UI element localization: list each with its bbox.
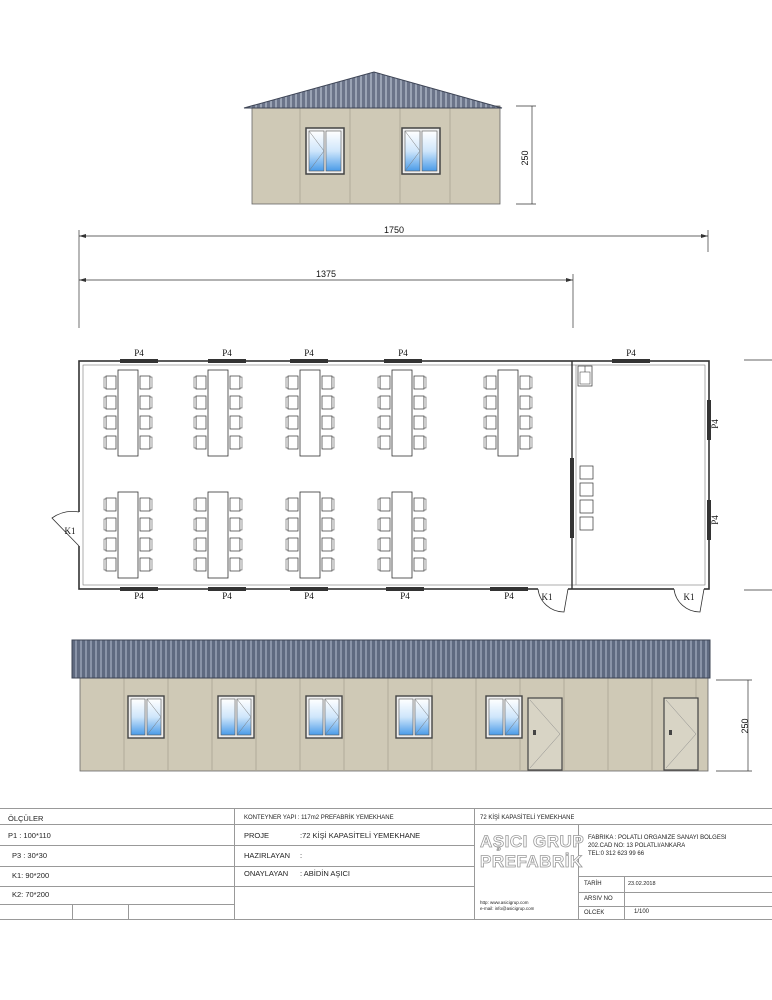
project-value: :72 KİŞİ KAPASİTELİ YEMEKHANE bbox=[300, 831, 421, 840]
measure-k2: K2: 70*200 bbox=[12, 890, 50, 899]
window-label: P4 bbox=[504, 591, 514, 601]
company-logo-line2: PREFABRİK bbox=[480, 852, 583, 871]
chair bbox=[196, 436, 206, 449]
dining-table bbox=[118, 492, 138, 578]
chair bbox=[140, 416, 150, 429]
front-height-dimension bbox=[516, 106, 536, 204]
dining-table bbox=[300, 492, 320, 578]
chair bbox=[414, 558, 424, 571]
partial-dimension-label: 1375 bbox=[315, 269, 337, 279]
chair bbox=[230, 376, 240, 389]
chair bbox=[196, 558, 206, 571]
company-logo-line1: AŞICI GRUP bbox=[480, 832, 585, 851]
chair bbox=[322, 436, 332, 449]
title-block bbox=[0, 808, 772, 920]
chair bbox=[288, 538, 298, 551]
chair bbox=[106, 498, 116, 511]
chair bbox=[230, 396, 240, 409]
chair bbox=[140, 498, 150, 511]
chair bbox=[380, 396, 390, 409]
side-window bbox=[218, 696, 254, 738]
chair bbox=[322, 396, 332, 409]
chair bbox=[322, 518, 332, 531]
chair bbox=[322, 558, 332, 571]
p4-labels-right bbox=[710, 419, 720, 525]
side-window bbox=[486, 696, 522, 738]
front-wall bbox=[252, 106, 500, 204]
chair bbox=[414, 498, 424, 511]
chair bbox=[414, 436, 424, 449]
chair bbox=[196, 498, 206, 511]
dining-table bbox=[300, 370, 320, 456]
overall-dimension-label: 1750 bbox=[383, 225, 405, 235]
measure-p3: P3 : 30*30 bbox=[12, 851, 48, 860]
window-label: P4 bbox=[710, 515, 720, 525]
chair bbox=[196, 376, 206, 389]
factory-address-2: 202.CAD NO: 13 POLATLI/ANKARA bbox=[588, 843, 686, 849]
project-label: PROJE bbox=[244, 831, 270, 840]
door-bottom-right bbox=[674, 589, 704, 612]
chair bbox=[106, 538, 116, 551]
chair bbox=[288, 518, 298, 531]
chair bbox=[486, 436, 496, 449]
chair bbox=[106, 376, 116, 389]
approved-value: : ABİDİN AŞICI bbox=[300, 869, 351, 878]
front-window-2 bbox=[402, 128, 440, 174]
chair bbox=[230, 518, 240, 531]
dining-table bbox=[208, 370, 228, 456]
window-label: P4 bbox=[710, 419, 720, 429]
side-height-label: 250 bbox=[740, 718, 750, 734]
chair bbox=[486, 376, 496, 389]
partial-dimension bbox=[79, 269, 573, 328]
chair bbox=[140, 558, 150, 571]
door-label: K1 bbox=[683, 592, 695, 602]
chair bbox=[322, 376, 332, 389]
dining-table bbox=[392, 492, 412, 578]
window-label: P4 bbox=[222, 348, 232, 358]
chair bbox=[380, 376, 390, 389]
chair bbox=[288, 376, 298, 389]
chair bbox=[380, 436, 390, 449]
chair bbox=[380, 538, 390, 551]
side-window bbox=[128, 696, 164, 738]
p4-labels-top bbox=[134, 348, 636, 358]
chair bbox=[106, 396, 116, 409]
chair bbox=[288, 498, 298, 511]
chair bbox=[106, 416, 116, 429]
chair bbox=[288, 558, 298, 571]
chair bbox=[230, 558, 240, 571]
chair bbox=[140, 376, 150, 389]
measure-k1: K1: 90*200 bbox=[12, 871, 50, 880]
door-left bbox=[52, 511, 79, 546]
chair bbox=[230, 538, 240, 551]
window-label: P4 bbox=[304, 348, 314, 358]
dining-table bbox=[392, 370, 412, 456]
factory-phone: TEL:0 312 623 99 66 bbox=[588, 851, 645, 857]
scale-value: 1/100 bbox=[634, 909, 650, 915]
chair bbox=[414, 396, 424, 409]
window-label: P4 bbox=[222, 591, 232, 601]
door-label: K1 bbox=[64, 526, 76, 536]
window-label: P4 bbox=[400, 591, 410, 601]
scale-label: OLCEK bbox=[584, 910, 605, 916]
front-window-1 bbox=[306, 128, 344, 174]
sink-fixture bbox=[578, 366, 592, 386]
chair bbox=[322, 538, 332, 551]
chair bbox=[230, 498, 240, 511]
window-label: P4 bbox=[626, 348, 636, 358]
chair bbox=[288, 396, 298, 409]
window-label: P4 bbox=[134, 348, 144, 358]
side-wall bbox=[80, 678, 708, 771]
prepared-label: HAZIRLAYAN bbox=[244, 851, 290, 860]
chair bbox=[520, 376, 530, 389]
chair bbox=[140, 518, 150, 531]
side-height-dimension bbox=[716, 680, 752, 771]
chair bbox=[230, 416, 240, 429]
window-label: P4 bbox=[304, 591, 314, 601]
chair bbox=[414, 376, 424, 389]
chair bbox=[414, 518, 424, 531]
front-roof bbox=[244, 72, 502, 108]
chair bbox=[106, 518, 116, 531]
chair bbox=[520, 416, 530, 429]
measure-p1: P1 : 100*110 bbox=[8, 831, 51, 840]
chair bbox=[196, 518, 206, 531]
chair bbox=[322, 498, 332, 511]
side-window bbox=[306, 696, 342, 738]
chair bbox=[140, 396, 150, 409]
dining-table bbox=[208, 492, 228, 578]
chair bbox=[196, 538, 206, 551]
dining-table bbox=[498, 370, 518, 456]
dining-table bbox=[118, 370, 138, 456]
date-value: 23.02.2018 bbox=[628, 881, 656, 887]
side-door-2 bbox=[664, 698, 698, 770]
company-email: e-mail: info@asicigrup.com bbox=[480, 906, 535, 911]
chair bbox=[288, 416, 298, 429]
side-elevation bbox=[72, 640, 752, 771]
chair bbox=[520, 396, 530, 409]
chair bbox=[380, 518, 390, 531]
side-roof bbox=[72, 640, 710, 678]
door-label: K1 bbox=[541, 592, 553, 602]
window-label: P4 bbox=[134, 591, 144, 601]
approved-label: ONAYLAYAN bbox=[244, 869, 289, 878]
chair bbox=[140, 436, 150, 449]
measures-header: ÖLÇÜLER bbox=[8, 814, 44, 823]
prepared-value: : bbox=[300, 851, 303, 860]
door-bottom-mid bbox=[538, 589, 568, 612]
chair bbox=[380, 416, 390, 429]
chair bbox=[520, 436, 530, 449]
chair bbox=[196, 416, 206, 429]
overall-dimension bbox=[79, 225, 708, 328]
chair bbox=[106, 558, 116, 571]
chair bbox=[230, 436, 240, 449]
chair bbox=[380, 558, 390, 571]
project-type: KONTEYNER YAPI : 117m2 PREFABRİK YEMEKHANE bbox=[244, 815, 394, 821]
side-door-1 bbox=[528, 698, 562, 770]
window-label: P4 bbox=[398, 348, 408, 358]
chair bbox=[486, 396, 496, 409]
chair bbox=[106, 436, 116, 449]
front-elevation bbox=[244, 72, 536, 204]
floor-plan bbox=[52, 348, 720, 612]
chair bbox=[380, 498, 390, 511]
side-window bbox=[396, 696, 432, 738]
chair bbox=[288, 436, 298, 449]
archive-label: ARSIV NO bbox=[584, 896, 613, 902]
chair bbox=[196, 396, 206, 409]
chair bbox=[414, 416, 424, 429]
chair bbox=[414, 538, 424, 551]
chair bbox=[322, 416, 332, 429]
header-right: 72 KİŞİ KAPASİTELİ YEMEKHANE bbox=[480, 815, 575, 821]
company-web: http: www.asicigrup.com bbox=[480, 900, 529, 905]
p4-labels-bottom bbox=[134, 591, 514, 601]
chair bbox=[486, 416, 496, 429]
factory-address-1: FABRİKA : POLATLI ORGANİZE SANAYİ BÖLGESİ bbox=[588, 835, 727, 841]
date-label: TARİH bbox=[584, 881, 602, 887]
front-height-label: 250 bbox=[520, 150, 530, 166]
chair bbox=[140, 538, 150, 551]
